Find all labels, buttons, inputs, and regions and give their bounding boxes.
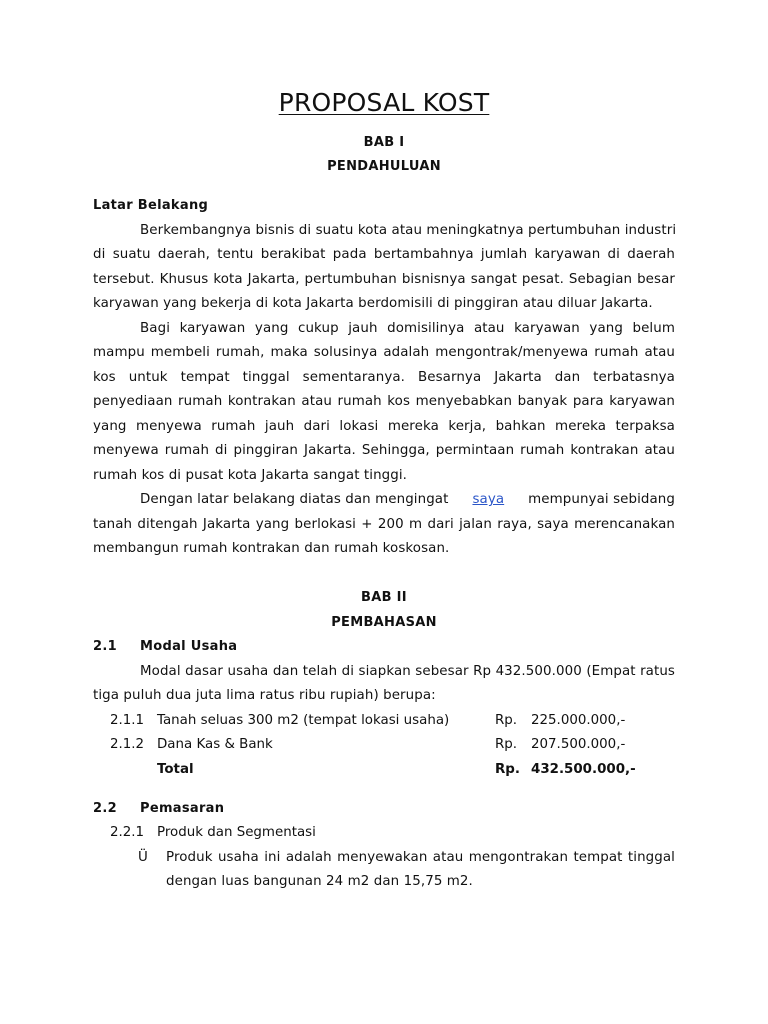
paragraph-line: tiga puluh dua juta lima ratus ribu rupiah) berupa: [93,688,436,703]
paragraph-line: tersebut. Khusus kota Jakarta, pertumbuhan bisnisnya sangat pesat. Sebagian besar [93,272,675,287]
paragraph-line: tanah ditengah Jakarta yang berlokasi + 200 m dari jalan raya, saya merencanakan [93,517,675,532]
bab1-title: PENDAHULUAN [327,159,441,174]
paragraph-text: Dengan latar belakang diatas dan mengingat [140,492,449,507]
paragraph-line: Modal dasar usaha dan telah di siapkan sebesar Rp 432.500.000 (Empat ratus [140,664,675,679]
paragraph-line: mampu membeli rumah, maka solusinya adalah mengontrak/menyewa rumah atau [93,345,675,360]
total-label: Total [157,762,194,777]
paragraph-line: di suatu daerah, tentu berakibat pada bertambahnya jumlah karyawan di daerah [93,247,675,262]
paragraph-line: kos untuk tempat tinggal sementaranya. Besarnya Jakarta dan terbatasnya [93,370,675,385]
paragraph-line: penyediaan rumah kontrakan atau rumah kos menyebabkan banyak para karyawan [93,394,675,409]
paragraph-line: membangun rumah kontrakan dan rumah koskosan. [93,541,450,556]
item-description: Dana Kas & Bank [157,737,273,752]
document-title: PROPOSAL KOST [278,88,490,117]
item-description: Tanah seluas 300 m2 (tempat lokasi usaha) [157,713,450,728]
bab1-label: BAB I [363,135,405,150]
saya-link[interactable]: saya [472,492,505,507]
bab2-title: PEMBAHASAN [331,615,437,630]
paragraph-line: karyawan yang bekerja di kota Jakarta berdomisili di pinggiran atau diluar Jakarta. [93,296,653,311]
paragraph-line: Bagi karyawan yang cukup jauh domisilinya atau karyawan yang belum [140,321,675,336]
total-amount: 432.500.000,- [531,762,636,777]
section-number: 2.2 [93,801,117,816]
subsection-title: Produk dan Segmentasi [157,825,316,840]
paragraph-text: mempunyai sebidang [528,492,675,507]
bullet-text-line: Produk usaha ini adalah menyewakan atau mengontrakan tempat tinggal [166,850,675,865]
paragraph-line: Berkembangnya bisnis di suatu kota atau meningkatnya pertumbuhan industri [140,223,677,238]
paragraph-line: menyewa rumah di pinggiran Jakarta. Sehingga, permintaan rumah kontrakan atau [93,443,675,458]
item-number: 2.1.1 [110,713,145,728]
item-amount: 225.000.000,- [531,713,626,728]
item-number: 2.1.2 [110,737,145,752]
latar-belakang-heading: Latar Belakang [93,198,209,213]
pemasaran-heading: Pemasaran [140,801,225,816]
bullet-text-line: dengan luas bangunan 24 m2 dan 15,75 m2. [166,874,473,889]
subsection-number: 2.2.1 [110,825,145,840]
total-currency: Rp. [495,762,520,777]
paragraph-line: rumah kos di pusat kota Jakarta sangat tinggi. [93,468,408,483]
paragraph-line: yang menyewa rumah jauh dari lokasi mereka kerja, bahkan mereka terpaksa [93,419,675,434]
item-currency: Rp. [495,713,518,728]
bullet-icon: Ü [138,850,148,865]
item-amount: 207.500.000,- [531,737,626,752]
section-number: 2.1 [93,639,117,654]
bab2-label: BAB II [361,590,407,605]
modal-usaha-heading: Modal Usaha [140,639,238,654]
paragraph-line-with-link [140,491,675,509]
item-currency: Rp. [495,737,518,752]
